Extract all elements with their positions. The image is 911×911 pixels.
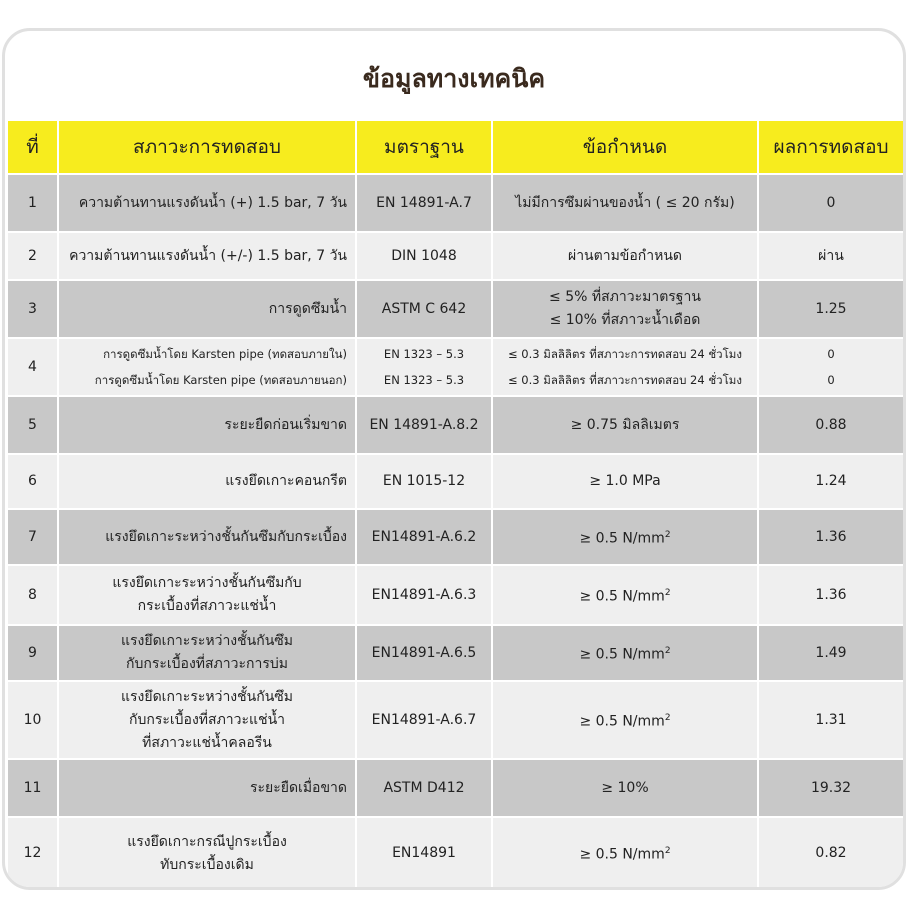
cell-condition: [58, 509, 356, 565]
technical-data-table: [8, 121, 903, 889]
cell-condition: [58, 232, 356, 280]
cell-condition-line: แรงยึดเกาะคอนกรีต: [225, 473, 347, 489]
unit-superscript: 2: [664, 645, 671, 656]
cell-result-line: 0: [826, 194, 836, 211]
cell-spec-line: ≥ 0.5 $N/mm^2$: [579, 645, 671, 663]
cell-no-line: 9: [28, 644, 37, 661]
cell-result: [758, 817, 903, 889]
cell-spec-line: ≥ 0.5 $N/mm^2$: [579, 587, 671, 605]
cell-no: [8, 565, 58, 625]
cell-no: [8, 396, 58, 454]
cell-condition-line: แรงยึดเกาะระหว่างชั้นกันซึมกับกระเบื้อง: [105, 528, 347, 545]
cell-no: [8, 625, 58, 681]
cell-result-line: 1.36: [815, 586, 847, 603]
cell-result: [758, 509, 903, 565]
table-row: [8, 280, 903, 338]
cell-standard: [356, 396, 492, 454]
cell-result-line: 1.49: [815, 644, 847, 661]
cell-spec-line: ≤ 0.3 มิลลิลิตร ที่สภาวะการทดสอบ 24 ชั่วโมง: [508, 373, 742, 387]
cell-spec-line: ≥ 1.0 MPa: [589, 473, 661, 489]
cell-condition-line: การดูดซึมน้ำ: [268, 300, 347, 317]
table-row: [8, 817, 903, 889]
cell-spec-line: ≤ 5% ที่สภาวะมาตรฐาน: [549, 289, 701, 305]
cell-no: [8, 232, 58, 280]
cell-result: [758, 396, 903, 454]
cell-standard: [356, 454, 492, 509]
cell-condition-line: ทับกระเบื้องเดิม: [160, 856, 254, 873]
cell-no-line: 11: [23, 779, 42, 796]
cell-condition: [58, 565, 356, 625]
cell-result-line: ผ่าน: [818, 247, 844, 264]
cell-spec-line: ≥ 0.5 $N/mm^2$: [579, 846, 671, 863]
cell-no-line: 3: [28, 300, 37, 317]
cell-standard-line: EN14891-A.6.3: [371, 586, 477, 603]
cell-condition-line: กับกระเบื้องที่สภาวะการบ่ม: [125, 656, 288, 672]
spec-card: [2, 28, 906, 890]
cell-result-line: 1.36: [815, 528, 847, 545]
cell-standard: [356, 759, 492, 817]
cell-result-line: 1.24: [815, 473, 847, 489]
cell-condition-line: ที่สภาวะแช่น้ำคลอรีน: [142, 734, 272, 751]
cell-result-line: 1.25: [815, 300, 847, 317]
cell-no: [8, 280, 58, 338]
cell-spec-line: ≥ 10%: [601, 779, 649, 796]
cell-spec-line: ≥ 0.5 $N/mm^2$: [579, 529, 671, 547]
cell-no: [8, 454, 58, 509]
table-row: [8, 232, 903, 280]
table-row: [8, 396, 903, 454]
cell-no: [8, 817, 58, 889]
cell-result: [758, 565, 903, 625]
cell-condition-line: แรงยึดเกาะระหว่างชั้นกันซึม: [121, 633, 293, 649]
cell-no: [8, 759, 58, 817]
cell-condition: [58, 280, 356, 338]
cell-no-line: 1: [28, 194, 37, 211]
cell-standard-line: EN 14891-A.8.2: [369, 416, 479, 433]
cell-spec: [492, 174, 758, 232]
cell-spec: [492, 338, 758, 396]
cell-no-line: 4: [28, 358, 37, 375]
table-row: [8, 454, 903, 509]
table-row: [8, 759, 903, 817]
cell-standard: [356, 565, 492, 625]
cell-condition: [58, 625, 356, 681]
cell-no: [8, 174, 58, 232]
cell-standard: [356, 681, 492, 759]
page-title: ข้อมูลทางเทคนิค: [362, 64, 546, 93]
cell-condition-line: กระเบื้องที่สภาวะแช่น้ำ: [137, 598, 277, 614]
cell-condition-line: การดูดซึมน้ำโดย Karsten pipe (ทดสอบภายนอก): [94, 373, 347, 387]
cell-no-line: 5: [28, 416, 37, 433]
cell-spec-line: ≤ 10% ที่สภาวะน้ำเดือด: [549, 312, 701, 328]
cell-condition-line: แรงยึดเกาะระหว่างชั้นกันซึมกับ: [112, 575, 302, 591]
cell-result: [758, 681, 903, 759]
cell-spec: [492, 454, 758, 509]
cell-condition: [58, 759, 356, 817]
cell-result: [758, 454, 903, 509]
cell-spec-line: ≤ 0.3 มิลลิลิตร ที่สภาวะการทดสอบ 24 ชั่วโมง: [508, 347, 742, 361]
cell-result-line: 0.88: [815, 416, 847, 433]
cell-result: [758, 338, 903, 396]
cell-condition-line: ความต้านทานแรงดันน้ำ (+) 1.5 bar, 7 วัน: [78, 194, 347, 211]
cell-standard-line: ASTM D412: [383, 779, 465, 796]
table-row: [8, 338, 903, 396]
unit-superscript: 2: [664, 712, 671, 723]
header-condition: สภาวะการทดสอบ: [58, 121, 356, 174]
cell-condition-line: ระยะยืดก่อนเริ่มขาด: [224, 416, 347, 433]
cell-condition: [58, 454, 356, 509]
cell-standard-line: EN 1015-12: [382, 473, 466, 489]
cell-standard: [356, 509, 492, 565]
cell-standard-line: DIN 1048: [391, 247, 457, 264]
cell-spec: [492, 759, 758, 817]
table-body: [8, 174, 903, 889]
table-row: [8, 625, 903, 681]
cell-standard: [356, 817, 492, 889]
header-result: ผลการทดสอบ: [758, 121, 903, 174]
cell-result-line: 1.31: [815, 711, 847, 728]
cell-condition-line: ความต้านทานแรงดันน้ำ (+/-) 1.5 bar, 7 วัน: [69, 247, 347, 264]
cell-standard-line: EN14891: [392, 845, 456, 861]
cell-standard-line: EN14891-A.6.7: [371, 711, 477, 728]
table-row: [8, 174, 903, 232]
cell-result: [758, 625, 903, 681]
cell-condition-line: กับกระเบื้องที่สภาวะแช่น้ำ: [129, 711, 285, 728]
header-standard: มตราฐาน: [356, 121, 492, 174]
cell-spec: [492, 681, 758, 759]
cell-spec: [492, 232, 758, 280]
cell-standard-line: EN14891-A.6.5: [371, 644, 477, 661]
cell-condition: [58, 338, 356, 396]
cell-condition: [58, 817, 356, 889]
cell-condition: [58, 681, 356, 759]
cell-result-line: 0.82: [815, 845, 847, 861]
cell-result-line: 0: [827, 347, 835, 361]
cell-spec-line: ผ่านตามข้อกำหนด: [567, 247, 683, 264]
cell-condition-line: ระยะยืดเมื่อขาด: [249, 779, 347, 796]
cell-spec: [492, 625, 758, 681]
cell-no-line: 8: [28, 586, 37, 603]
cell-no: [8, 681, 58, 759]
cell-standard: [356, 625, 492, 681]
cell-condition: [58, 174, 356, 232]
cell-standard-line: EN 14891-A.7: [376, 194, 472, 211]
cell-standard-line: EN 1323 – 5.3: [383, 347, 465, 361]
cell-no-line: 6: [28, 473, 37, 489]
table-row: [8, 565, 903, 625]
cell-result: [758, 232, 903, 280]
cell-result: [758, 174, 903, 232]
table-row: [8, 681, 903, 759]
cell-spec-line: ≥ 0.5 $N/mm^2$: [579, 712, 671, 730]
unit-superscript: 2: [664, 529, 671, 540]
cell-standard: [356, 174, 492, 232]
cell-spec: [492, 396, 758, 454]
cell-standard: [356, 232, 492, 280]
cell-condition-line: แรงยึดเกาะระหว่างชั้นกันซึม: [121, 688, 293, 705]
header-no: ที่: [8, 121, 58, 174]
cell-spec: [492, 565, 758, 625]
cell-standard: [356, 280, 492, 338]
cell-standard-line: EN14891-A.6.2: [371, 528, 477, 545]
cell-condition: [58, 396, 356, 454]
cell-no-line: 10: [23, 711, 42, 728]
cell-spec: [492, 509, 758, 565]
cell-spec: [492, 817, 758, 889]
cell-result-line: 19.32: [810, 779, 852, 796]
table-header-row: [8, 121, 903, 174]
cell-no-line: 2: [28, 247, 37, 264]
cell-spec-line: ≥ 0.75 มิลลิเมตร: [570, 416, 680, 433]
cell-result: [758, 759, 903, 817]
cell-condition-line: แรงยึดเกาะกรณีปูกระเบื้อง: [127, 833, 287, 850]
cell-result: [758, 280, 903, 338]
cell-result-line: 0: [827, 373, 835, 387]
cell-standard-line: EN 1323 – 5.3: [383, 373, 465, 387]
cell-no-line: 12: [23, 845, 42, 861]
header-spec: ข้อกำหนด: [492, 121, 758, 174]
cell-condition-line: การดูดซึมน้ำโดย Karsten pipe (ทดสอบภายใน): [103, 347, 347, 361]
unit-superscript: 2: [664, 846, 671, 857]
cell-spec-line: ไม่มีการซึมผ่านของน้ำ ( ≤ 20 กรัม): [515, 194, 735, 211]
cell-no: [8, 509, 58, 565]
cell-standard: [356, 338, 492, 396]
cell-no-line: 7: [28, 528, 37, 545]
cell-no: [8, 338, 58, 396]
cell-spec: [492, 280, 758, 338]
unit-superscript: 2: [664, 587, 671, 598]
cell-standard-line: ASTM C 642: [381, 300, 467, 317]
table-row: [8, 509, 903, 565]
